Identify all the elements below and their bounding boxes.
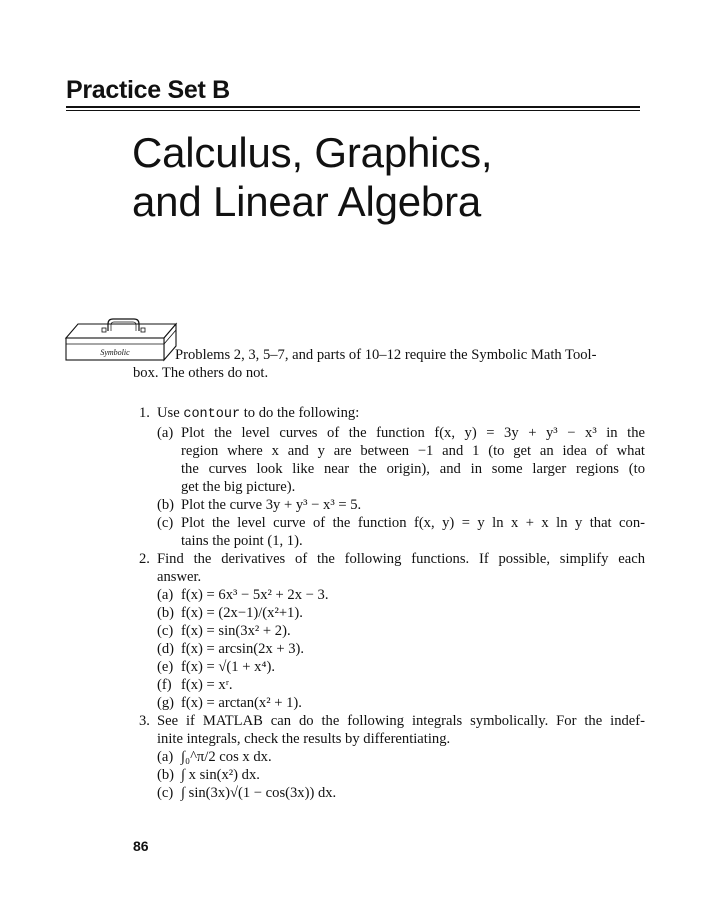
chapter-title-line-2: and Linear Algebra <box>132 178 482 225</box>
subpart-label: (a) <box>157 587 174 603</box>
subpart-line: f(x) = (2x−1)/(x²+1). <box>181 605 303 621</box>
problem-3a <box>157 748 645 766</box>
subpart-label: (f) <box>157 677 172 693</box>
contour-keyword: contour <box>183 407 241 422</box>
subpart-label: (a) <box>157 425 174 441</box>
problem-1-lead: Use <box>157 405 184 421</box>
chapter-title-line-1: Calculus, Graphics, <box>132 129 493 176</box>
problem-2-prompt-line-1: Find the derivatives of the following functions. If possible, simplify each <box>157 551 645 567</box>
subpart-line: ∫ x sin(x²) dx. <box>181 767 260 783</box>
subpart-line: ∫₀^π/2 cos x dx. <box>181 749 272 765</box>
problem-3b <box>157 766 645 784</box>
header-rule-thick <box>66 106 640 108</box>
subpart-line: f(x) = arctan(x² + 1). <box>181 695 302 711</box>
problem-2-prompt-line-2: answer. <box>157 569 202 585</box>
chapter-title <box>132 128 492 226</box>
subpart-label: (g) <box>157 695 175 711</box>
subpart-line: f(x) = 6x³ − 5x² + 2x − 3. <box>181 587 329 603</box>
problem-number: 2. <box>139 551 150 567</box>
subpart-label: (c) <box>157 515 174 531</box>
problem-1-tail: to do the following: <box>240 405 360 421</box>
problem-2a <box>157 586 645 604</box>
problem-3-prompt-line-1: See if MATLAB can do the following integrals symbolically. For the indef- <box>157 713 645 729</box>
problem-1c <box>157 514 645 550</box>
toolbox-label: Symbolic <box>100 348 130 357</box>
problem-list <box>133 404 645 802</box>
subpart-line: get the big picture). <box>181 479 296 495</box>
subpart-line: f(x) = xʳ. <box>181 677 233 693</box>
subpart-line: tains the point (1, 1). <box>181 533 303 549</box>
subpart-line: f(x) = √(1 + x⁴). <box>181 659 275 675</box>
subpart-label: (a) <box>157 749 174 765</box>
problem-1-prompt <box>157 404 645 424</box>
subpart-label: (c) <box>157 623 174 639</box>
subpart-line: ∫ sin(3x)√(1 − cos(3x)) dx. <box>181 785 337 801</box>
problem-3-prompt-line-2: inite integrals, check the results by differentiating. <box>157 731 451 747</box>
problem-2d <box>157 640 645 658</box>
intro-paragraph <box>133 346 645 382</box>
problem-2-subparts <box>157 586 645 712</box>
problem-2c <box>157 622 645 640</box>
subpart-line: region where x and y are between −1 and 1 (to get an idea of what <box>181 443 645 459</box>
problem-1 <box>133 404 645 550</box>
practice-set-label: Practice Set B <box>66 76 230 104</box>
subpart-label: (b) <box>157 767 175 783</box>
problem-2e <box>157 658 645 676</box>
subpart-line: the curves look like near the origin), and in some larger regions (to <box>181 461 645 477</box>
problem-3-subparts <box>157 748 645 802</box>
intro-line-2: box. The others do not. <box>133 365 269 381</box>
subpart-label: (b) <box>157 497 175 513</box>
problem-2 <box>133 550 645 712</box>
problem-3c <box>157 784 645 802</box>
problem-3 <box>133 712 645 802</box>
problem-1b <box>157 496 645 514</box>
subpart-label: (c) <box>157 785 174 801</box>
problem-1a <box>157 424 645 496</box>
subpart-label: (b) <box>157 605 175 621</box>
problem-2b <box>157 604 645 622</box>
subpart-line: Plot the level curve of the function f(x, y) = y ln x + x ln y that con- <box>181 515 645 531</box>
subpart-line: Plot the curve 3y + y³ − x³ = 5. <box>181 497 362 513</box>
problem-number: 3. <box>139 713 150 729</box>
problem-1-subparts <box>157 424 645 550</box>
subpart-label: (e) <box>157 659 174 675</box>
intro-line-1: Problems 2, 3, 5–7, and parts of 10–12 require the Symbolic Math Tool- <box>175 347 597 363</box>
subpart-line: f(x) = arcsin(2x + 3). <box>181 641 305 657</box>
problem-number: 1. <box>139 405 150 421</box>
header-rule-thin <box>66 110 640 111</box>
subpart-label: (d) <box>157 641 175 657</box>
subpart-line: Plot the level curves of the function f(x, y) = 3y + y³ − x³ in the <box>181 425 645 441</box>
subpart-line: f(x) = sin(3x² + 2). <box>181 623 291 639</box>
problem-2g <box>157 694 645 712</box>
problem-2f <box>157 676 645 694</box>
page-number: 86 <box>133 838 149 854</box>
